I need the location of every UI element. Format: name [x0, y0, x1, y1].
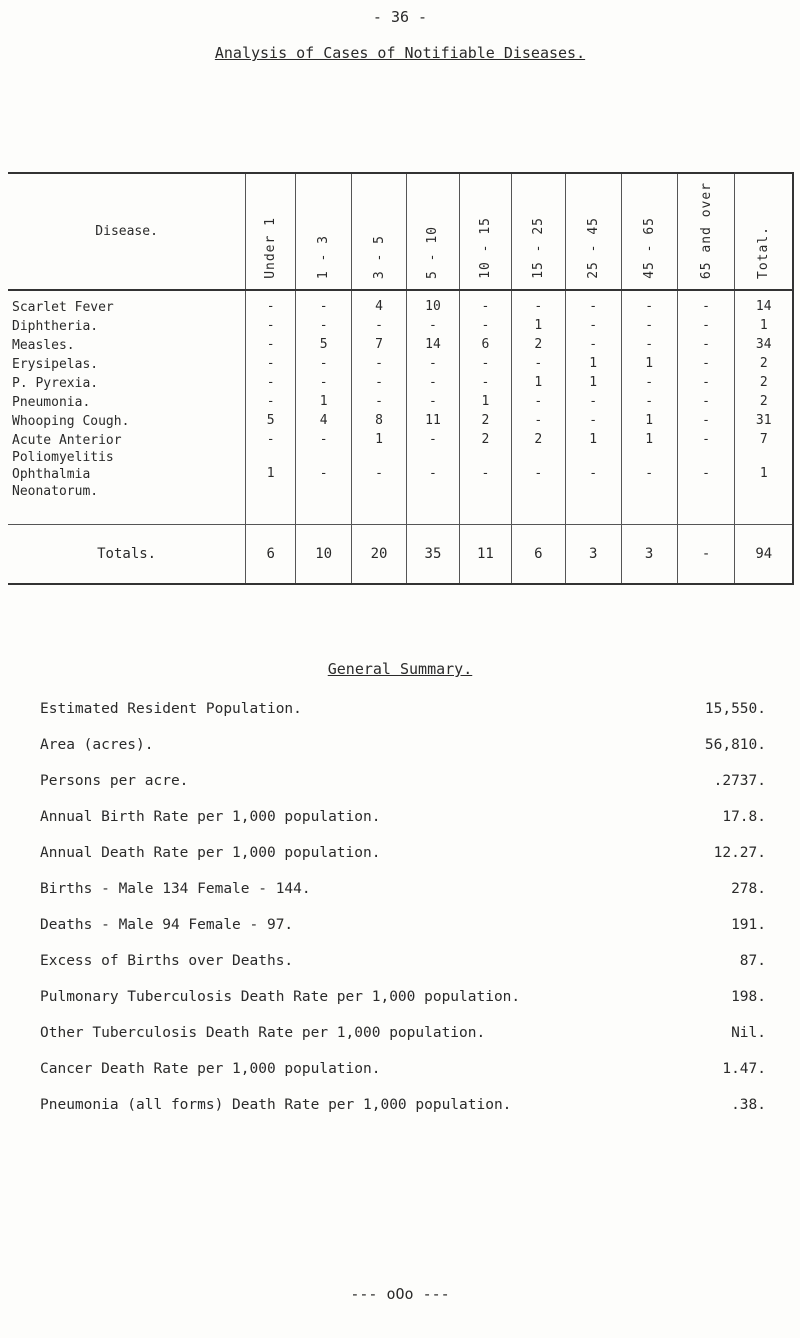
summary-row [40, 988, 780, 1006]
row-total-cell: 1 [735, 466, 793, 500]
summary-row [40, 1024, 780, 1042]
case-count-cell: - [296, 318, 352, 337]
disease-row [8, 356, 793, 375]
case-count-cell: - [296, 290, 352, 318]
case-count-cell: - [352, 375, 407, 394]
case-count-cell: - [459, 375, 511, 394]
age-header-text: 5 - 10 [425, 226, 441, 279]
case-count-cell: 1 [565, 432, 621, 466]
summary-value: 12.27. [713, 845, 766, 861]
disease-row [8, 466, 793, 500]
summary-value: 1.47. [722, 1061, 766, 1077]
case-count-cell: - [352, 466, 407, 500]
case-count-cell: - [621, 394, 677, 413]
case-count-cell: - [677, 413, 735, 432]
case-count-cell: - [677, 318, 735, 337]
footer-ornament: --- oOo --- [350, 1285, 450, 1303]
totals-cell: 6 [511, 525, 565, 585]
totals-cell: 20 [352, 525, 407, 585]
row-total-cell: 2 [735, 375, 793, 394]
age-header-text: 45 - 65 [641, 217, 657, 279]
case-count-cell: - [246, 394, 296, 413]
case-count-cell: - [511, 413, 565, 432]
case-count-cell: - [677, 290, 735, 318]
summary-label: Other Tuberculosis Death Rate per 1,000 population. [40, 1025, 486, 1041]
case-count-cell: - [565, 290, 621, 318]
case-count-cell: - [352, 356, 407, 375]
case-count-cell: - [296, 432, 352, 466]
age-header-text: 3 - 5 [371, 234, 387, 279]
totals-cell: 3 [621, 525, 677, 585]
summary-label: Annual Death Rate per 1,000 population. [40, 845, 381, 861]
case-count-cell: - [246, 290, 296, 318]
case-count-cell: - [296, 466, 352, 500]
case-count-cell: - [677, 466, 735, 500]
disease-row [8, 432, 793, 466]
summary-row [40, 952, 780, 970]
case-count-cell: - [621, 318, 677, 337]
summary-row [40, 736, 780, 754]
summary-value: 56,810. [704, 737, 766, 753]
disease-header-text: Disease. [95, 224, 158, 239]
summary-label: Annual Birth Rate per 1,000 population. [40, 809, 381, 825]
case-count-cell: 1 [621, 413, 677, 432]
summary-row [40, 808, 780, 826]
case-count-cell: - [621, 290, 677, 318]
totals-cell: - [677, 525, 735, 585]
disease-name: P. Pyrexia. [12, 376, 99, 391]
case-count-cell: 7 [352, 337, 407, 356]
totals-cell: 3 [565, 525, 621, 585]
case-count-cell: - [677, 394, 735, 413]
case-count-cell: - [459, 318, 511, 337]
row-total-cell: 34 [735, 337, 793, 356]
age-header-text: Under 1 [263, 217, 279, 279]
disease-name: Scarlet Fever [12, 300, 114, 315]
age-column-header [565, 173, 621, 290]
disease-name: Erysipelas. [12, 357, 99, 372]
case-count-cell: 1 [352, 432, 407, 466]
case-count-cell: - [511, 394, 565, 413]
case-count-cell: - [407, 432, 460, 466]
summary-row [40, 880, 780, 898]
totals-cell: 10 [296, 525, 352, 585]
row-total-cell: 14 [735, 290, 793, 318]
summary-label: Persons per acre. [40, 773, 189, 789]
age-column-header [459, 173, 511, 290]
age-header-text: 15 - 25 [530, 217, 546, 279]
summary-row [40, 1060, 780, 1078]
case-count-cell: 5 [296, 337, 352, 356]
case-count-cell: 1 [511, 375, 565, 394]
case-count-cell: - [352, 318, 407, 337]
case-count-cell: 8 [352, 413, 407, 432]
case-count-cell: 10 [407, 290, 460, 318]
total-column-header [735, 173, 793, 290]
case-count-cell: - [677, 356, 735, 375]
summary-label: Deaths - Male 94 Female - 97. [40, 917, 294, 933]
disease-name: Measles. [12, 338, 75, 353]
disease-row [8, 318, 793, 337]
spacer-cell [246, 500, 296, 525]
case-count-cell: 1 [565, 375, 621, 394]
age-header-text: 10 - 15 [477, 217, 493, 279]
spacer-cell [352, 500, 407, 525]
summary-value: .38. [731, 1097, 766, 1113]
age-column-header [407, 173, 460, 290]
age-column-header [511, 173, 565, 290]
case-count-cell: 4 [352, 290, 407, 318]
case-count-cell: - [407, 466, 460, 500]
case-count-cell: - [511, 466, 565, 500]
case-count-cell: 5 [246, 413, 296, 432]
disease-row [8, 375, 793, 394]
case-count-cell: - [511, 356, 565, 375]
summary-label: Area (acres). [40, 737, 154, 753]
case-count-cell: - [511, 290, 565, 318]
age-column-header [246, 173, 296, 290]
summary-value: 15,550. [704, 701, 766, 717]
case-count-cell: - [565, 466, 621, 500]
summary-row [40, 916, 780, 934]
summary-label: Pulmonary Tuberculosis Death Rate per 1,000 population. [40, 989, 521, 1005]
disease-column-header [8, 173, 246, 290]
case-count-cell: - [459, 466, 511, 500]
row-total-cell: 1 [735, 318, 793, 337]
disease-row [8, 337, 793, 356]
disease-row [8, 394, 793, 413]
case-count-cell: - [621, 466, 677, 500]
age-column-header [677, 173, 735, 290]
case-count-cell: 1 [621, 432, 677, 466]
spacer-cell [511, 500, 565, 525]
summary-label: Births - Male 134 Female - 144. [40, 881, 311, 897]
spacer-cell [565, 500, 621, 525]
summary-label: Estimated Resident Population. [40, 701, 302, 717]
summary-row [40, 700, 780, 718]
case-count-cell: - [677, 432, 735, 466]
age-column-header [621, 173, 677, 290]
summary-row [40, 1096, 780, 1114]
case-count-cell: - [459, 356, 511, 375]
case-count-cell: - [565, 337, 621, 356]
case-count-cell: 1 [296, 394, 352, 413]
disease-name: Acute Anterior Poliomyelitis [12, 433, 122, 465]
case-count-cell: - [677, 337, 735, 356]
summary-value: 87. [739, 953, 766, 969]
case-count-cell: - [621, 375, 677, 394]
case-count-cell: - [565, 413, 621, 432]
spacer-cell [677, 500, 735, 525]
summary-value: 191. [731, 917, 766, 933]
summary-label: Excess of Births over Deaths. [40, 953, 294, 969]
case-count-cell: - [352, 394, 407, 413]
spacer-cell [735, 500, 793, 525]
case-count-cell: - [246, 337, 296, 356]
age-column-header [296, 173, 352, 290]
case-count-cell: - [407, 356, 460, 375]
age-header-text: 1 - 3 [316, 234, 332, 279]
row-total-cell: 2 [735, 356, 793, 375]
totals-label: Totals. [8, 525, 246, 585]
summary-title [0, 660, 800, 678]
totals-cell: 11 [459, 525, 511, 585]
case-count-cell: - [246, 318, 296, 337]
summary-value: Nil. [731, 1025, 766, 1041]
summary-label: Cancer Death Rate per 1,000 population. [40, 1061, 381, 1077]
table-spacer-row [8, 500, 793, 525]
summary-value: 17.8. [722, 809, 766, 825]
spacer-cell [8, 500, 246, 525]
totals-cell: 6 [246, 525, 296, 585]
summary-value: 198. [731, 989, 766, 1005]
case-count-cell: 2 [511, 432, 565, 466]
notifiable-diseases-table [8, 172, 794, 585]
case-count-cell: - [565, 318, 621, 337]
case-count-cell: 11 [407, 413, 460, 432]
summary-row [40, 844, 780, 862]
page-number: - 36 - [372, 8, 428, 26]
disease-row [8, 413, 793, 432]
disease-name: Pneumonia. [12, 395, 91, 410]
age-column-header [352, 173, 407, 290]
spacer-cell [407, 500, 460, 525]
age-header-text: 25 - 45 [585, 217, 601, 279]
summary-row [40, 772, 780, 790]
case-count-cell: - [246, 375, 296, 394]
case-count-cell: 1 [565, 356, 621, 375]
case-count-cell: - [677, 375, 735, 394]
case-count-cell: - [407, 375, 460, 394]
case-count-cell: 2 [459, 432, 511, 466]
case-count-cell: - [565, 394, 621, 413]
case-count-cell: 1 [621, 356, 677, 375]
case-count-cell: 1 [246, 466, 296, 500]
case-count-cell: - [246, 356, 296, 375]
case-count-cell: - [407, 318, 460, 337]
disease-row [8, 290, 793, 318]
case-count-cell: 1 [459, 394, 511, 413]
disease-name: Diphtheria. [12, 319, 99, 334]
case-count-cell: 6 [459, 337, 511, 356]
age-header-text: 65 and over [698, 181, 714, 279]
case-count-cell: - [296, 356, 352, 375]
row-total-cell: 2 [735, 394, 793, 413]
case-count-cell: - [296, 375, 352, 394]
page-title-text: Analysis of Cases of Notifiable Diseases. [214, 44, 586, 62]
totals-cell: 35 [407, 525, 460, 585]
case-count-cell: 1 [511, 318, 565, 337]
case-count-cell: 2 [459, 413, 511, 432]
case-count-cell: 2 [511, 337, 565, 356]
row-total-cell: 7 [735, 432, 793, 466]
spacer-cell [296, 500, 352, 525]
totals-row [8, 525, 793, 585]
case-count-cell: 14 [407, 337, 460, 356]
case-count-cell: - [621, 337, 677, 356]
spacer-cell [621, 500, 677, 525]
summary-title-text: General Summary. [327, 660, 473, 678]
page-title [0, 44, 800, 62]
disease-name: Whooping Cough. [12, 414, 130, 429]
row-total-cell: 31 [735, 413, 793, 432]
total-header-text: Total. [756, 226, 772, 279]
table-header-row [8, 173, 793, 290]
summary-value: .2737. [713, 773, 766, 789]
totals-cell: 94 [735, 525, 793, 585]
general-summary-list [40, 700, 780, 1132]
case-count-cell: - [459, 290, 511, 318]
case-count-cell: - [407, 394, 460, 413]
summary-label: Pneumonia (all forms) Death Rate per 1,000 population. [40, 1097, 512, 1113]
case-count-cell: - [246, 432, 296, 466]
disease-name: Ophthalmia Neonatorum. [12, 467, 99, 499]
spacer-cell [459, 500, 511, 525]
summary-value: 278. [731, 881, 766, 897]
case-count-cell: 4 [296, 413, 352, 432]
